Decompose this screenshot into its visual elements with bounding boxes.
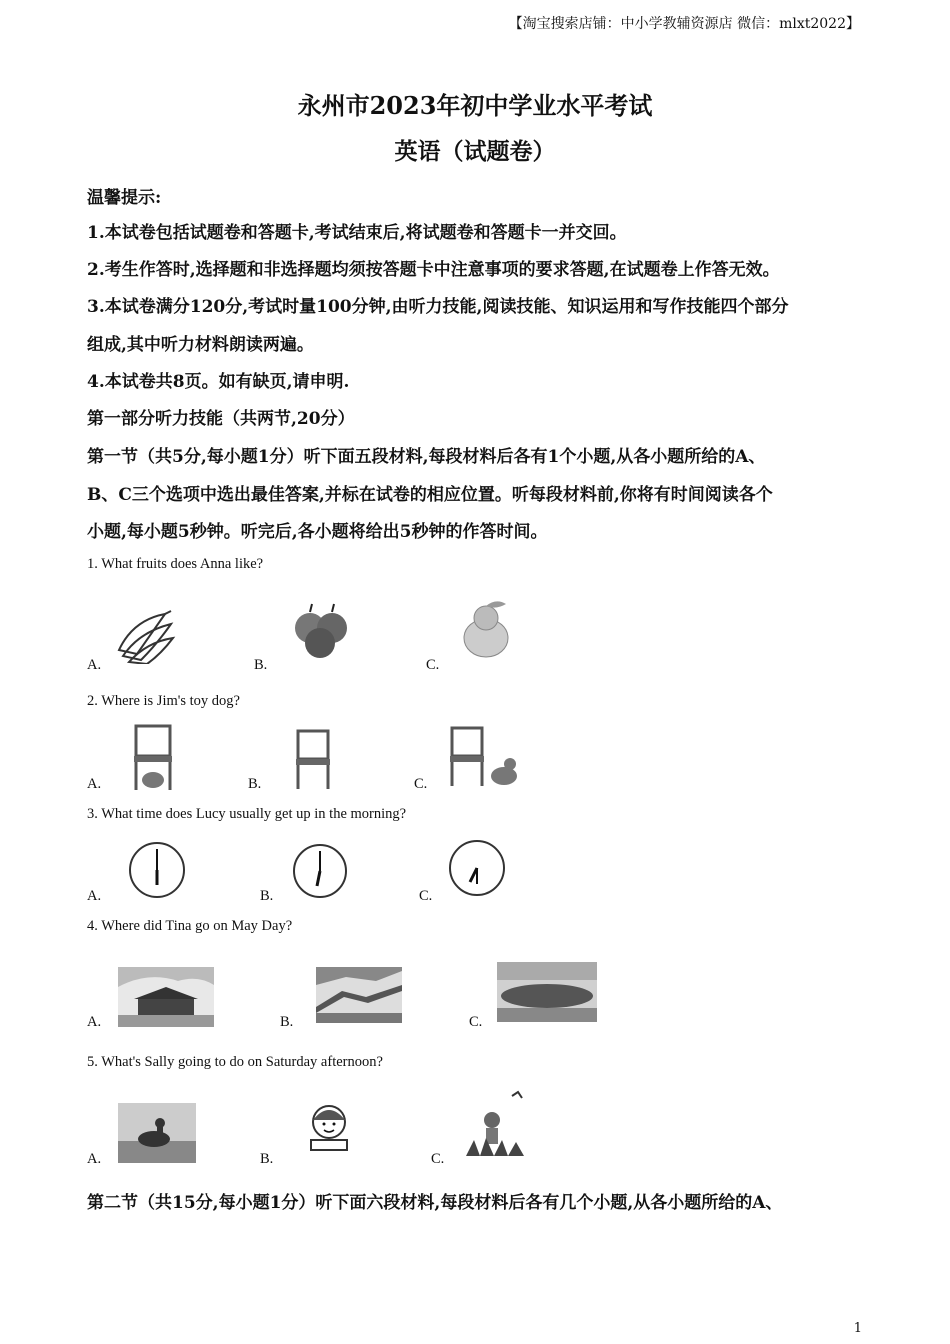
exam-title: 永州市2023年初中学业水平考试 bbox=[297, 91, 653, 120]
question-3: 3. What time does Lucy usually get up in the morning? bbox=[87, 806, 407, 822]
tip-line: 4.本试卷共8页。如有缺页,请申明. bbox=[87, 372, 350, 392]
horse-riding-photo bbox=[118, 1103, 196, 1163]
great-wall-photo bbox=[316, 967, 402, 1023]
option-label: B. bbox=[260, 888, 274, 904]
header-note: 【淘宝搜索店铺：中小学教辅资源店 微信：mlxt2022】 bbox=[508, 16, 860, 32]
option-label: C. bbox=[431, 1151, 445, 1167]
page-number: 1 bbox=[853, 1321, 862, 1336]
option-label: B. bbox=[260, 1151, 274, 1167]
section2-instruction: 第二节（共15分,每小题1分）听下面六段材料,每段材料后各有几个小题,从各小题所给的A、 bbox=[87, 1193, 783, 1213]
part1-heading: 第一部分听力技能（共两节,20分） bbox=[87, 409, 355, 429]
option-label: B. bbox=[280, 1014, 294, 1030]
option-label: B. bbox=[248, 776, 262, 792]
option-label: A. bbox=[87, 888, 102, 904]
palace-photo bbox=[118, 967, 214, 1027]
question-5: 5. What's Sally going to do on Saturday afternoon? bbox=[87, 1054, 383, 1070]
girl-in-grass-icon bbox=[466, 1090, 528, 1158]
tip-line: 1.本试卷包括试题卷和答题卡,考试结束后,将试题卷和答题卡一并交回。 bbox=[87, 223, 627, 243]
tips-heading: 温馨提示: bbox=[87, 188, 162, 208]
option-label: A. bbox=[87, 776, 102, 792]
tip-line: 3.本试卷满分120分,考试时量100分钟,由听力技能,阅读技能、知识运用和写作技能四个部分 bbox=[87, 297, 789, 317]
bananas-icon bbox=[113, 610, 177, 664]
question-4: 4. Where did Tina go on May Day? bbox=[87, 918, 293, 934]
tip-line: 组成,其中听力材料朗读两遍。 bbox=[87, 335, 314, 355]
option-label: C. bbox=[426, 657, 440, 673]
clock-icon bbox=[127, 840, 187, 900]
option-label: C. bbox=[469, 1014, 483, 1030]
option-label: C. bbox=[419, 888, 433, 904]
option-label: A. bbox=[87, 657, 102, 673]
exam-subtitle: 英语（试题卷） bbox=[394, 138, 556, 165]
option-label: A. bbox=[87, 1014, 102, 1030]
section1-instruction: B、C三个选项中选出最佳答案,并标在试卷的相应位置。听每段材料前,你将有时间阅读各个 bbox=[87, 485, 773, 505]
apples-icon bbox=[288, 598, 354, 660]
question-1: 1. What fruits does Anna like? bbox=[87, 556, 264, 572]
landscape-photo bbox=[497, 962, 597, 1022]
pear-icon bbox=[456, 598, 518, 660]
tip-line: 2.考生作答时,选择题和非选择题均须按答题卡中注意事项的要求答题,在试题卷上作答无效。 bbox=[87, 260, 780, 280]
section1-instruction: 小题,每小题5秒钟。听完后,各小题将给出5秒钟的作答时间。 bbox=[87, 522, 548, 542]
option-label: B. bbox=[254, 657, 268, 673]
question-2: 2. Where is Jim's toy dog? bbox=[87, 693, 240, 709]
option-label: C. bbox=[414, 776, 428, 792]
chair-with-dog-under-icon bbox=[128, 722, 178, 792]
option-label: A. bbox=[87, 1151, 102, 1167]
chair-icon bbox=[292, 727, 336, 791]
clock-icon bbox=[291, 842, 349, 900]
section1-instruction: 第一节（共5分,每小题1分）听下面五段材料,每段材料后各有1个小题,从各小题所给的A、 bbox=[87, 447, 766, 467]
girl-reading-icon bbox=[303, 1100, 355, 1152]
chair-with-dog-beside-icon bbox=[446, 722, 522, 790]
clock-icon bbox=[447, 838, 507, 898]
